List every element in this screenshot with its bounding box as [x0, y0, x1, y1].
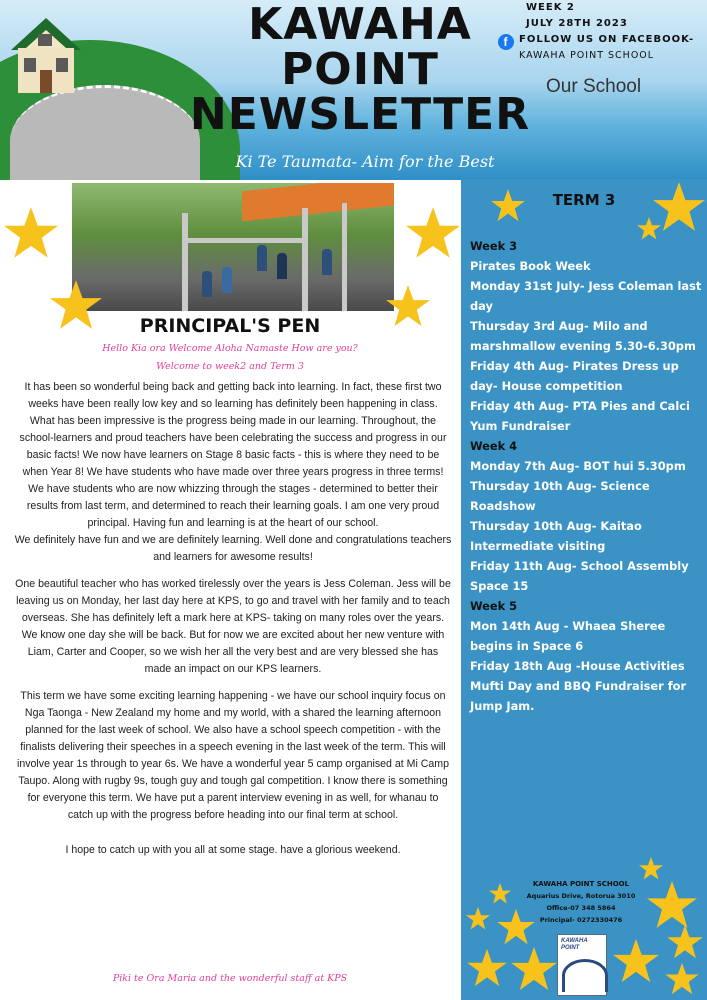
letter-paragraph: I hope to catch up with you all at some stage. have a glorious weekend.	[65, 844, 401, 856]
our-school-label: Our School	[546, 76, 642, 97]
issue-meta	[503, 0, 706, 64]
letter-paragraph: We definitely have fun and we are definitely learning. Well done and congratulations teachers and learners for awesome results!	[14, 534, 452, 563]
event-item: Thursday 10th Aug- Kaitao Intermediate visiting	[470, 519, 642, 553]
event-item: Thursday 3rd Aug- Milo and marshmallow evening 5.30-6.30pm	[470, 319, 696, 353]
logo-road	[562, 959, 608, 992]
star-icon	[489, 883, 511, 904]
week-label: Week 4	[470, 439, 518, 453]
contact-address: Aquarius Drive, Rotorua 3010	[526, 892, 636, 900]
playground-frame	[342, 203, 347, 311]
principals-pen-heading: PRINCIPAL'S PEN	[139, 315, 321, 337]
letter-paragraph: It has been so wonderful being back and getting back into learning. In fact, these first two weeks have been really low key and so learning has definitely been happening in class.	[24, 381, 442, 410]
principal-letter	[14, 379, 452, 859]
shade-sail	[242, 183, 394, 221]
school-motto: Ki Te Taumata- Aim for the Best	[235, 152, 495, 171]
contact-office: Office-07 348 5864	[546, 904, 616, 912]
week-label: Week 5	[470, 599, 518, 613]
follow-line-2: KAWAHA POINT SCHOOL	[519, 50, 655, 61]
student-figure	[202, 271, 212, 297]
student-figure	[322, 249, 332, 275]
student-figure	[277, 253, 287, 279]
event-item: Pirates Book Week	[470, 259, 591, 273]
star-icon	[467, 949, 507, 987]
facebook-text	[519, 32, 694, 64]
signoff-text: Piki te Ora Maria and the wonderful staff at KPS	[112, 973, 348, 984]
star-icon	[639, 857, 663, 880]
term-heading: TERM 3	[552, 191, 616, 209]
event-item: Friday 4th Aug- PTA Pies and Calci Yum Fundraiser	[470, 399, 690, 433]
event-item: Monday 7th Aug- BOT hui 5.30pm	[470, 459, 686, 473]
title-line-1: KAWAHA	[248, 0, 472, 50]
star-icon	[613, 939, 659, 983]
contact-principal: Principal- 0272330476	[539, 916, 623, 924]
issue-week: WEEK 2	[526, 2, 575, 13]
event-item: Monday 31st July- Jess Coleman last day	[470, 279, 702, 313]
star-icon	[386, 285, 430, 327]
event-item: Friday 11th Aug- School Assembly Space 15	[470, 559, 689, 593]
star-icon	[4, 207, 58, 259]
star-icon	[665, 963, 699, 995]
facebook-link[interactable]	[498, 32, 706, 64]
star-icon	[50, 280, 102, 330]
event-item: Friday 18th Aug -House Activities Mufti Day and BBQ Fundraiser for Jump Jam.	[470, 659, 687, 713]
event-item: Friday 4th Aug- Pirates Dress up day- House competition	[470, 359, 679, 393]
title-line-2: POINT	[281, 44, 439, 95]
star-icon	[511, 947, 557, 991]
contact-school-name: KAWAHA POINT SCHOOL	[532, 880, 630, 888]
greeting-text: Hello Kia ora Welcome Aloha Namaste How are you?	[102, 343, 358, 354]
letter-paragraph: What has been impressive is the progress being made in our learning. Throughout, the school-learners and proud teachers have been celebrating the success and progress in our basic facts! We now have learners on Stage 8 basic facts - this is where they need to be when Year 8! We have students who have made over three years progress in three terms!	[19, 415, 447, 478]
newsletter-header	[0, 0, 707, 180]
playground-frame	[302, 208, 308, 311]
follow-line-1: FOLLOW US ON FACEBOOK-	[519, 34, 695, 45]
term-events	[470, 236, 702, 716]
term-calendar-sidebar	[461, 179, 707, 1000]
school-building-icon	[6, 10, 86, 100]
logo-text: KAWAHA POINT	[561, 938, 588, 951]
welcome-text: Welcome to week2 and Term 3	[156, 361, 304, 372]
school-contact	[511, 878, 651, 926]
student-figure	[222, 267, 232, 293]
student-figure	[257, 245, 267, 271]
newsletter-title	[185, 0, 535, 140]
week-label: Week 3	[470, 239, 518, 253]
playground-frame	[182, 238, 308, 243]
star-icon	[667, 925, 703, 959]
letter-paragraph: We have students who are now whizzing through the stages - determined to better their results from last term, and determined to reach their learning goals. I am one very proud principal. Having fun and learning is at the heart of our school.	[26, 483, 440, 529]
letter-paragraph: One beautiful teacher who has worked tirelessly over the years is Jess Coleman. Jess will be leaving us on Monday, her last day here at KPS, to go and travel with her family and to teach overseas. She has definitely left a mark here at KPS- taking on many roles over the years. We know one day she will be back. But for now we are excited about her new venture with Liam, Carter and Cooper, so we wish her all the very best and are very blessed she has made an impact on our KPS learners.	[15, 578, 451, 675]
title-line-3: NEWSLETTER	[189, 89, 531, 140]
playground-frame	[182, 213, 188, 311]
star-icon	[647, 881, 697, 929]
event-item: Thursday 10th Aug- Science Roadshow	[470, 479, 650, 513]
star-icon	[406, 207, 460, 259]
star-icon	[466, 907, 490, 930]
event-item: Mon 14th Aug - Whaea Sheree begins in Space 6	[470, 619, 666, 653]
issue-date: JULY 28TH 2023	[526, 18, 628, 29]
playground-photo	[72, 183, 394, 311]
school-logo	[557, 934, 607, 996]
facebook-icon: f	[498, 34, 514, 50]
letter-paragraph: This term we have some exciting learning happening - we have our school inquiry focus on Nga Taonga - New Zealand my home and my world, with a shared the learning afternoon planned for the last week of school. We also have a school speech competition - with the finalists delivering their speeches in a speech evening in the last week of the term. This will involve year 1s through to year 6s. We have a wonderful year 5 camp organised at Mi Camp Taupo. Along with rugby 9s, tough guy and tough gal competition. I know there is something for everyone this term. We have put a parent interview evening in as well, for whanau to catch up with the progress before heading into our final term at school.	[16, 690, 450, 821]
